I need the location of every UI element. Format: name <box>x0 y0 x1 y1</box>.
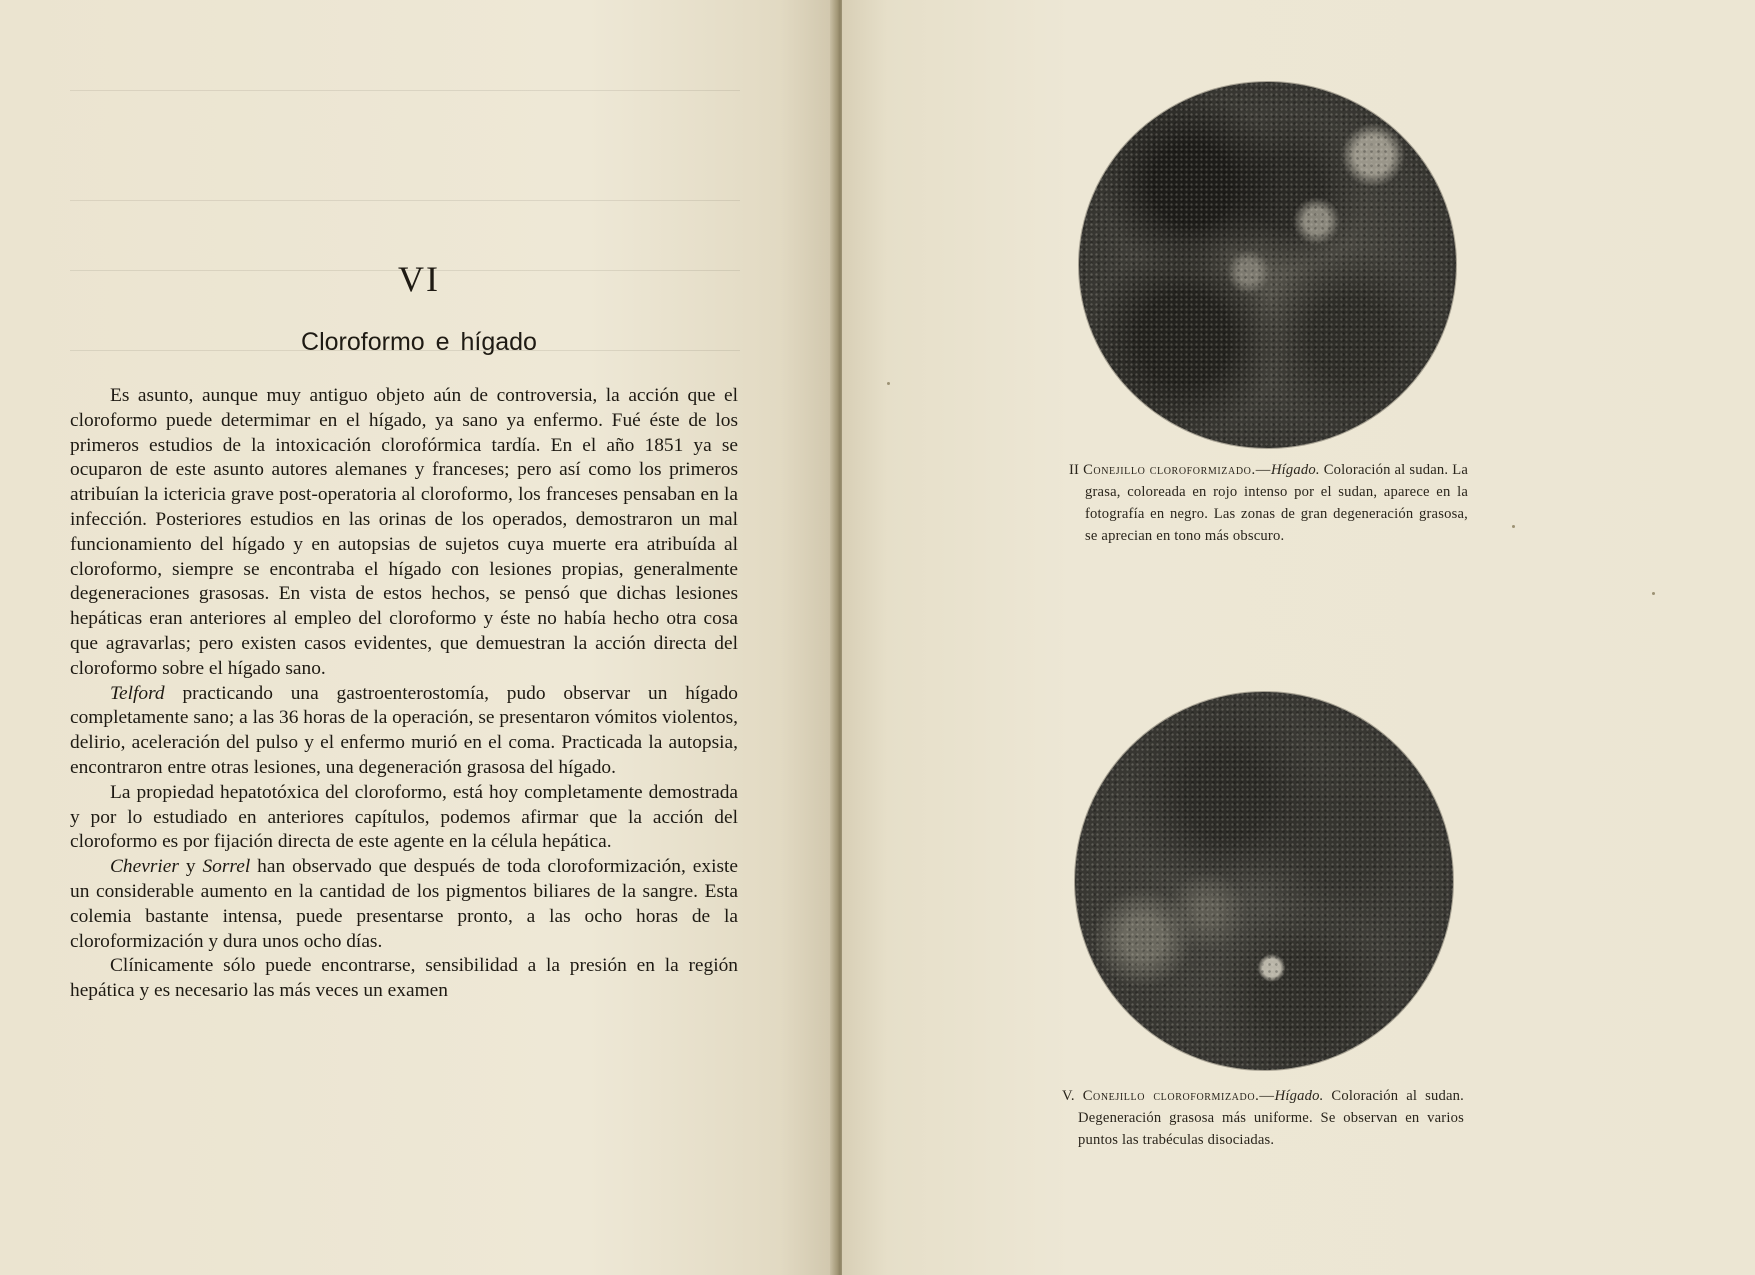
author-name: Chevrier <box>110 856 179 878</box>
caption-subject: Conejillo cloroformizado.— <box>1082 1088 1275 1104</box>
left-page <box>0 0 838 1275</box>
paper-speck <box>887 382 890 385</box>
paper-speck <box>1652 592 1655 595</box>
body-text <box>70 384 738 1004</box>
caption-number: II <box>1069 462 1080 478</box>
paragraph <box>70 855 738 954</box>
caption-number: V. <box>1062 1088 1075 1104</box>
paragraph-text: La propiedad hepatotóxica del cloroformo, está hoy completamente demostrada y por lo estudiado en anteriores capítulos, podemos afirmar que la acción del cloroformo es por fijación directa de este agente en la célula hepática. <box>70 781 738 853</box>
author-name: Sorrel <box>202 856 251 878</box>
paragraph-text: han observado que después de toda cloroformización, existe un considerable aumento en la cantidad de los pigmentos biliares de la sangre. Esta colemia bastante intensa, puede presentarse pronto, a las ocho horas de la cloroformización y dura unos ocho días. <box>70 856 738 952</box>
paragraph <box>70 781 738 855</box>
paragraph-text: Es asunto, aunque muy antiguo objeto aún de controversia, la acción que el cloroformo puede determimar en el hígado, ya sano ya enfermo. Fué éste de los primeros estudios de la intoxicación clorofórmica tardía. En el año 1851 ya se ocuparon de este asunto autores alemanes y franceses; pero así como los primeros atribuían la ictericia grave post-operatoria al cloroformo, los franceses pensaban en la infección. Posteriores estudios en las orinas de los operados, demostraron un mal funcionamiento del hígado y en autopsias de sujetos cuya muerte era atribuída al cloroformo, siempre se encontraba el hígado con lesiones propias, generalmente degeneraciones grasosas. En vista de estos hechos, se pensó que dichas lesiones hepáticas eran anteriores al empleo del cloroformo y éste no había hecho otra cosa que agravarlas; pero existen casos evidentes, que demuestran la acción directa del cloroformo sobre el hígado sano. <box>70 385 738 679</box>
paragraph <box>70 384 738 682</box>
figure-5-caption <box>1062 1085 1464 1151</box>
micrograph-figure-5 <box>1075 692 1453 1070</box>
micrograph-figure-2 <box>1079 82 1456 448</box>
paragraph <box>70 954 738 1004</box>
chapter-number: VI <box>398 259 440 299</box>
chapter-title: Cloroformo e hígado <box>301 328 537 356</box>
figure-2-caption <box>1069 459 1468 547</box>
paragraph-text: practicando una gastroenterostomía, pudo observar un hígado completamente sano; a las 36 horas de la operación, se presentaron vómitos violentos, delirio, aceleración del pulso y el enfermo murió en el coma. Practicada la autopsia, encontraron entre otras lesiones, una degeneración grasosa del hígado. <box>70 682 738 778</box>
caption-subject: Conejillo cloroformizado.— <box>1083 462 1271 478</box>
caption-organ: Hígado. <box>1270 462 1320 478</box>
caption-text: Coloración al sudan. Degeneración grasosa más uniforme. Se observan en varios puntos las trabéculas disociadas. <box>1078 1088 1465 1148</box>
paragraph-text: y <box>178 856 203 878</box>
caption-organ: Hígado. <box>1274 1088 1324 1104</box>
author-name: Telford <box>110 682 165 704</box>
caption-text: Coloración al sudan. La grasa, coloreada en rojo intenso por el sudan, aparece en la fotografía en negro. Las zonas de gran degeneración grasosa, se aprecian en tono más obscuro. <box>1085 462 1468 544</box>
paper-speck <box>1512 525 1515 528</box>
paragraph-text: Clínicamente sólo puede encontrarse, sensibilidad a la presión en la región hepática y es necesario las más veces un examen <box>70 955 738 1002</box>
paragraph <box>70 682 738 781</box>
